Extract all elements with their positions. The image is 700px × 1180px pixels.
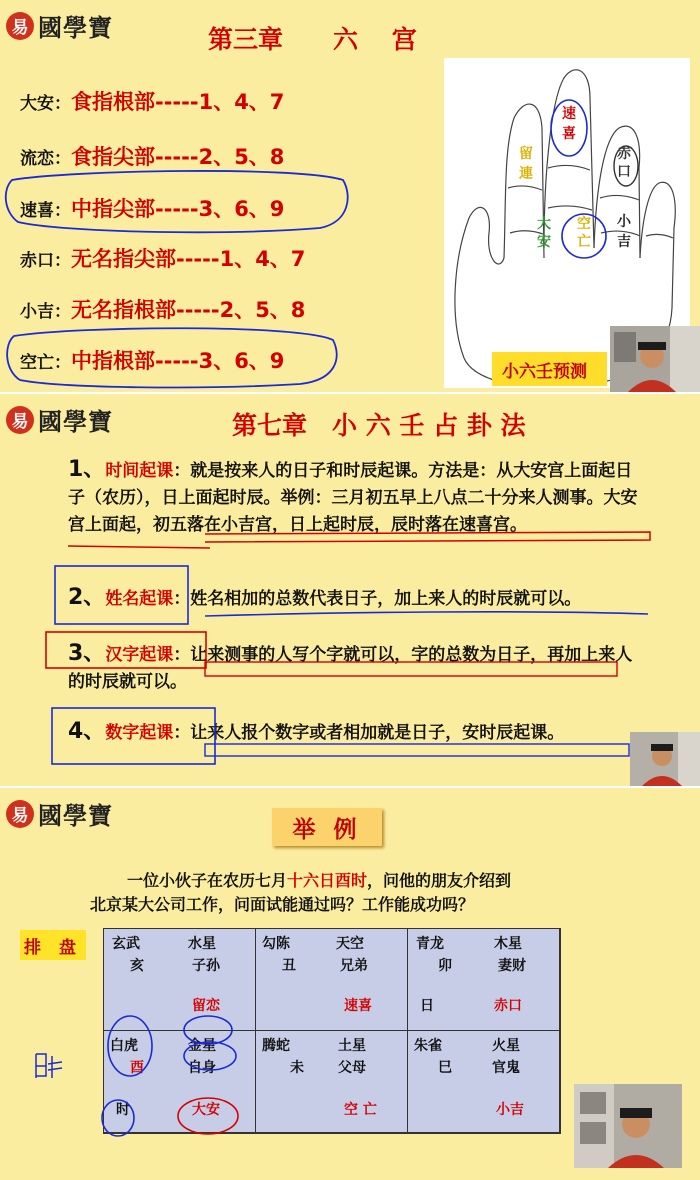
brand-seal-icon: 易 xyxy=(6,800,34,828)
cell-star: 金星 xyxy=(188,1038,216,1054)
label-an: 安 xyxy=(537,234,551,250)
label-kong: 空 xyxy=(577,216,591,232)
palace-grid xyxy=(103,928,561,1134)
palace-row xyxy=(20,345,284,375)
question-text: 一位小伙子在农历七月 xyxy=(127,871,288,890)
brand-seal-icon: 易 xyxy=(6,12,34,40)
cell-relation: 兄弟 xyxy=(340,958,368,974)
label-su: 速 xyxy=(562,106,576,122)
palace-name: 大安： xyxy=(20,94,71,114)
palace-position: 食指尖部-----2、5、8 xyxy=(71,145,285,169)
cell-relation: 妻财 xyxy=(498,958,526,974)
question-line-1 xyxy=(127,868,511,891)
underline-annotation xyxy=(68,546,210,548)
cell-star: 天空 xyxy=(336,936,364,952)
palace-name: 小吉： xyxy=(20,302,71,322)
method-item xyxy=(68,584,648,613)
method-text: ：就是按来人的日子和时辰起课。方法是：从大安宫上面起日子（农历），日上面起时辰。举例：三月初五早上八点二十分来人测事。大安宫上面起，初五落在小吉宫，日上起时辰，辰时落在速喜宫。 xyxy=(68,461,638,535)
cell-star: 土星 xyxy=(338,1038,366,1054)
cell-god: 白虎 xyxy=(110,1038,138,1054)
palace-position: 食指根部-----1、4、7 xyxy=(71,90,285,114)
palace-position: 中指根部-----3、6、9 xyxy=(71,349,285,373)
cell-branch: 丑 xyxy=(282,958,296,974)
paipan-label: 排 盘 xyxy=(20,930,86,960)
cell-star: 火星 xyxy=(492,1038,520,1054)
cell-palace: 速喜 xyxy=(344,998,372,1014)
palace-row xyxy=(20,86,284,116)
handwritten-note xyxy=(36,1054,62,1078)
method-text: ：让来测事的人写个字就可以，字的总数为日子，再加上来人的时辰就可以。 xyxy=(68,645,633,692)
brand-seal-icon: 易 xyxy=(6,406,34,434)
cell-relation: 自身 xyxy=(188,1060,216,1076)
cell-branch: 酉 xyxy=(130,1060,144,1076)
cell-god: 青龙 xyxy=(416,936,444,952)
presenter-webcam xyxy=(630,732,700,786)
method-label: 姓名起课 xyxy=(105,589,174,609)
method-text: ：让来人报个数字或者相加就是日子，安时辰起课。 xyxy=(173,723,565,743)
cell-branch: 卯 xyxy=(438,958,452,974)
prediction-banner: 小六壬预测 xyxy=(492,352,607,386)
palace-cell xyxy=(104,1031,256,1133)
label-liu: 留 xyxy=(519,146,533,162)
presenter-avatar xyxy=(610,326,700,392)
palace-row xyxy=(20,193,284,223)
palace-row xyxy=(20,243,305,273)
cell-star: 水星 xyxy=(188,936,216,952)
cell-god: 腾蛇 xyxy=(262,1038,290,1054)
label-kou: 口 xyxy=(617,164,631,180)
slide-title: 第三章 六 宫 xyxy=(208,25,417,54)
method-number: 3、 xyxy=(68,641,106,666)
cell-god: 玄武 xyxy=(112,936,140,952)
label-ji: 吉 xyxy=(617,234,631,250)
slide-six-palaces xyxy=(0,0,700,392)
palace-position: 中指尖部-----3、6、9 xyxy=(71,197,285,221)
method-number: 4、 xyxy=(68,719,106,744)
brand-name: 國學寶 xyxy=(38,407,113,436)
label-chi: 赤 xyxy=(617,146,631,162)
palace-cell xyxy=(408,929,560,1031)
palace-row xyxy=(20,294,305,324)
palace-cell xyxy=(104,929,256,1031)
slide-title: 第七章 小 六 壬 占 卦 法 xyxy=(232,411,526,440)
cell-god: 朱雀 xyxy=(414,1038,442,1054)
label-wang: 亡 xyxy=(577,234,591,250)
question-time: 十六日酉时 xyxy=(287,871,368,890)
brand-logo xyxy=(6,8,113,43)
method-text: ：姓名相加的总数代表日子，加上来人的时辰就可以。 xyxy=(173,589,582,609)
slide-example xyxy=(0,788,700,1180)
cell-mark: 时 xyxy=(116,1102,130,1118)
brand-name: 國學寶 xyxy=(38,801,113,830)
method-item xyxy=(68,718,648,747)
method-item xyxy=(68,456,648,539)
cell-relation: 子孙 xyxy=(192,958,220,974)
brand-name: 國學寶 xyxy=(38,13,113,42)
cell-palace: 留恋 xyxy=(192,998,220,1014)
method-label: 汉字起课 xyxy=(105,645,174,665)
cell-star: 木星 xyxy=(494,936,522,952)
method-label: 时间起课 xyxy=(105,461,174,481)
cell-mark: 日 xyxy=(420,998,434,1014)
method-label: 数字起课 xyxy=(105,723,174,743)
slide-divination-methods xyxy=(0,394,700,786)
method-number: 1、 xyxy=(68,457,106,482)
question-text: ，问他的朋友介绍到 xyxy=(367,871,512,890)
palace-name: 流恋： xyxy=(20,149,71,169)
cell-branch: 巳 xyxy=(438,1060,452,1076)
cell-palace: 赤口 xyxy=(494,998,522,1014)
palace-name: 速喜： xyxy=(20,201,71,221)
presenter-webcam xyxy=(574,1084,682,1168)
cell-relation: 父母 xyxy=(338,1060,366,1076)
palace-cell xyxy=(256,1031,408,1133)
label-xi: 喜 xyxy=(562,126,576,142)
palace-name: 赤口： xyxy=(20,251,71,271)
palace-cell xyxy=(408,1031,560,1133)
brand-logo xyxy=(6,796,113,831)
label-xiao: 小 xyxy=(617,214,631,230)
cell-relation: 官鬼 xyxy=(492,1060,520,1076)
cell-god: 勾陈 xyxy=(262,936,290,952)
presenter-avatar xyxy=(630,732,700,786)
cell-palace: 空 亡 xyxy=(344,1102,377,1118)
palace-position: 无名指根部-----2、5、8 xyxy=(71,298,306,322)
palace-row xyxy=(20,141,284,171)
brand-logo xyxy=(6,402,113,437)
presenter-avatar xyxy=(574,1084,682,1168)
palace-cell xyxy=(256,929,408,1031)
cell-branch: 亥 xyxy=(130,958,144,974)
question-line-2: 北京某大公司工作，问面试能通过吗？工作能成功吗？ xyxy=(90,895,475,914)
cell-palace: 大安 xyxy=(192,1102,220,1118)
presenter-webcam xyxy=(610,326,700,392)
method-item xyxy=(68,640,648,696)
label-da: 大 xyxy=(537,216,551,232)
cell-branch: 未 xyxy=(290,1060,304,1076)
label-lian: 連 xyxy=(519,166,533,182)
method-number: 2、 xyxy=(68,585,106,610)
cell-palace: 小吉 xyxy=(496,1102,524,1118)
palace-name: 空亡： xyxy=(20,353,71,373)
palace-position: 无名指尖部-----1、4、7 xyxy=(71,247,306,271)
example-title: 举 例 xyxy=(272,808,382,846)
